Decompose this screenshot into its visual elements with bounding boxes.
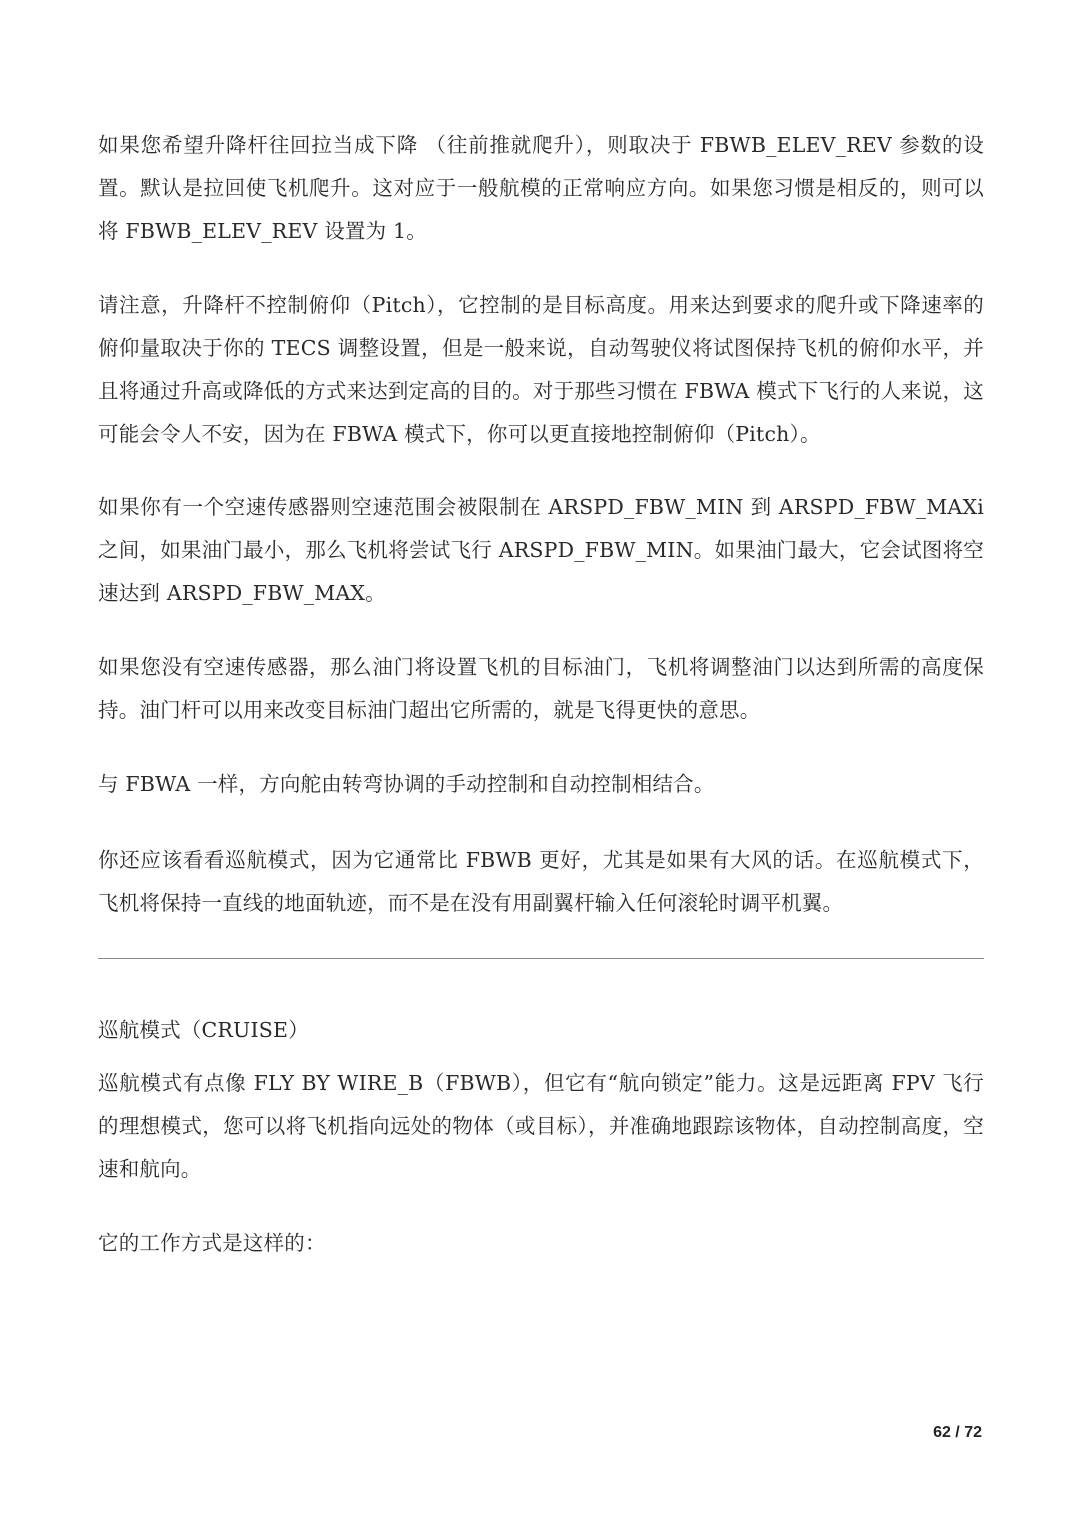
paragraph-rudder: 与 FBWA 一样，方向舵由转弯协调的手动控制和自动控制相结合。 <box>98 772 715 796</box>
paragraph-cruise-description: 巡航模式有点像 FLY BY WIRE_B（FBWB），但它有“航向锁定”能力。这是远距离 FPV 飞行的理想模式，您可以将飞机指向远处的物体（或目标），并准确地跟踪该物体，自动控制高度，空速和航向。 <box>98 1071 984 1181</box>
paragraph-airspeed-sensor: 如果你有一个空速传感器则空速范围会被限制在 ARSPD_FBW_MIN 到 ARSPD_FBW_MAXi 之间，如果油门最小，那么飞机将尝试飞行 ARSPD_FBW_MIN。如果油门最大，它会试图将空速达到 ARSPD_FBW_MAX。 <box>98 495 984 605</box>
paragraph-cruise-hint: 你还应该看看巡航模式，因为它通常比 FBWB 更好，尤其是如果有大风的话。在巡航模式下，飞机将保持一直线的地面轨迹，而不是在没有用副翼杆输入任何滚轮时调平机翼。 <box>98 848 984 915</box>
paragraph-pitch-note: 请注意，升降杆不控制俯仰（Pitch），它控制的是目标高度。用来达到要求的爬升或下降速率的俯仰量取决于你的 TECS 调整设置，但是一般来说，自动驾驶仪将试图保持飞机的俯仰水平，并且将通过升高或降低的方式来达到定高的目的。对于那些习惯在 FBWA 模式下飞行的人来说，这可能会令人不安，因为在 FBWA 模式下，你可以更直接地控制俯仰（Pitch）。 <box>98 293 984 446</box>
section-divider <box>98 958 984 959</box>
page-number: 62 / 72 <box>933 1424 982 1441</box>
paragraph-no-airspeed-sensor: 如果您没有空速传感器，那么油门将设置飞机的目标油门，飞机将调整油门以达到所需的高度保持。油门杆可以用来改变目标油门超出它所需的，就是飞得更快的意思。 <box>98 655 984 722</box>
section-heading-cruise: 巡航模式（CRUISE） <box>98 1018 309 1042</box>
paragraph-fbwb-elev-rev: 如果您希望升降杆往回拉当成下降 （往前推就爬升），则取决于 FBWB_ELEV_REV 参数的设置。默认是拉回使飞机爬升。这对应于一般航模的正常响应方向。如果您习惯是相反的，则可以将 FBWB_ELEV_REV 设置为 1。 <box>98 133 984 243</box>
paragraph-how-it-works: 它的工作方式是这样的： <box>98 1231 326 1255</box>
